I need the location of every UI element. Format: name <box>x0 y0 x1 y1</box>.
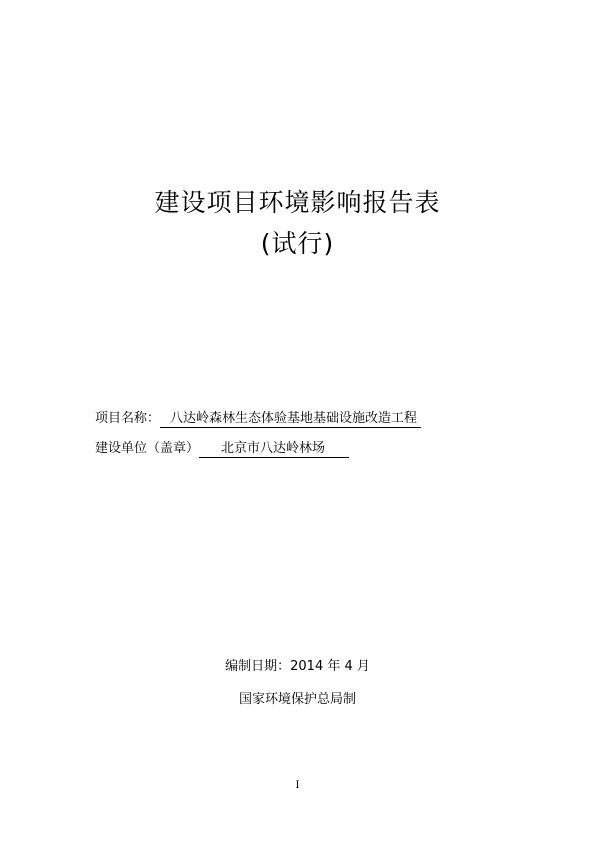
project-name-label: 项目名称： <box>95 411 161 426</box>
compile-date-line <box>0 658 595 676</box>
page-number: I <box>295 780 300 791</box>
document-title: 建设项目环境影响报告表 <box>154 188 441 217</box>
construction-unit-label: 建设单位（盖章） <box>95 441 200 456</box>
construction-unit-value: 北京市八达岭林场 <box>199 441 349 458</box>
project-name-value: 八达岭森林生态体验基地基础设施改造工程 <box>160 411 421 428</box>
compile-date-value: 2014 年 4 月 <box>290 659 370 674</box>
construction-unit-row <box>95 440 349 458</box>
document-subtitle: (试行) <box>260 229 335 258</box>
issuing-agency: 国家环境保护总局制 <box>238 692 356 707</box>
compile-date-label: 编制日期： <box>225 659 291 674</box>
project-name-row <box>95 410 421 428</box>
